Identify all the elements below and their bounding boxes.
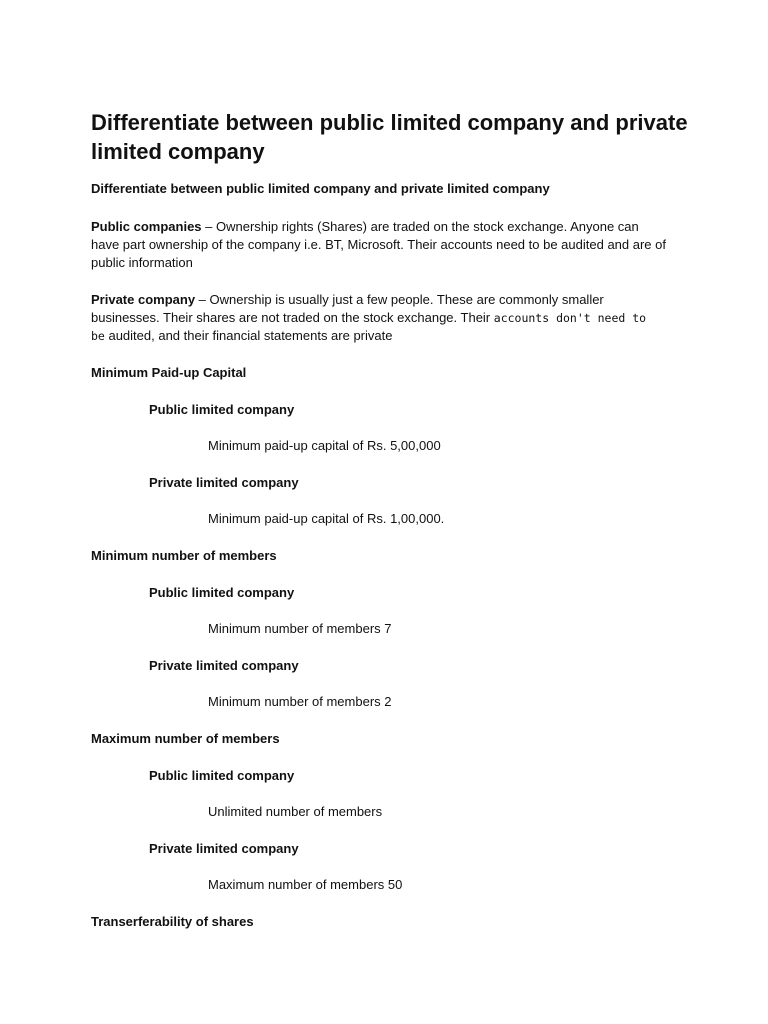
section-heading: Transerferability of shares xyxy=(91,914,254,929)
public-limited-value: Minimum paid-up capital of Rs. 5,00,000 xyxy=(208,438,441,453)
private-company-term: Private company xyxy=(91,292,196,307)
section-heading: Maximum number of members xyxy=(91,731,280,746)
public-limited-label: Public limited company xyxy=(149,402,295,417)
public-limited-label: Public limited company xyxy=(149,768,295,783)
public-companies-term: Public companies xyxy=(91,219,202,234)
private-company-paragraph xyxy=(91,291,666,345)
document-subtitle: Differentiate between public limited company and private limited company xyxy=(91,181,550,196)
public-companies-text: – Ownership rights (Shares) are traded on the stock exchange. Anyone can have part ownership of the company i.e. BT, Microsoft. Their accounts need to be audited and are of public information xyxy=(91,219,666,270)
private-limited-value: Minimum paid-up capital of Rs. 1,00,000. xyxy=(208,511,445,526)
public-limited-label: Public limited company xyxy=(149,585,295,600)
public-companies-paragraph xyxy=(91,218,666,272)
private-limited-value: Minimum number of members 2 xyxy=(208,694,392,709)
public-limited-value: Minimum number of members 7 xyxy=(208,621,392,636)
private-limited-value: Maximum number of members 50 xyxy=(208,877,403,892)
section-heading: Minimum Paid-up Capital xyxy=(91,365,247,380)
private-limited-label: Private limited company xyxy=(149,658,299,673)
private-company-text-mono: accounts don't need to be xyxy=(91,311,647,343)
page-title: Differentiate between public limited company and private limited company xyxy=(91,110,688,164)
private-company-text-b: audited, and their financial statements are private xyxy=(104,328,393,343)
section-heading: Minimum number of members xyxy=(91,548,277,563)
private-company-text-a: – Ownership is usually just a few people. These are commonly smaller businesses. Their shares are not traded on the stock exchange. Their xyxy=(91,292,604,325)
public-limited-value: Unlimited number of members xyxy=(208,804,383,819)
private-limited-label: Private limited company xyxy=(149,841,299,856)
private-limited-label: Private limited company xyxy=(149,475,299,490)
